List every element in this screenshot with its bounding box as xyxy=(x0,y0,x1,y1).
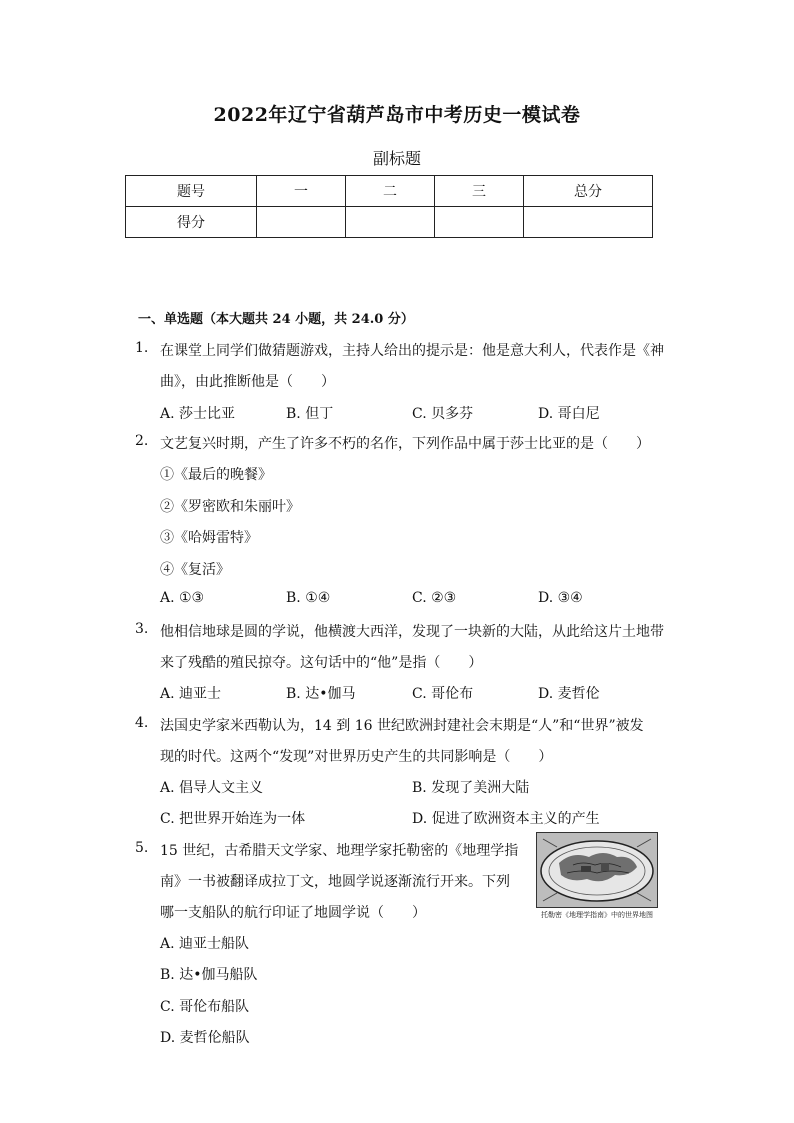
question-text: 在课堂上同学们做猜题游戏，主持人给出的提示是：他是意大利人，代表作是《神 xyxy=(160,343,664,359)
question-text: 文艺复兴时期，产生了许多不朽的名作，下列作品中属于莎士比亚的是（ ） xyxy=(160,436,650,452)
question-item: ②《罗密欧和朱丽叶》 xyxy=(160,499,300,515)
score-cell: 三 xyxy=(435,176,524,207)
option-c: C. 哥伦布 xyxy=(412,686,474,702)
question-item: ④《复活》 xyxy=(160,562,230,578)
question-text: 15 世纪，古希腊天文学家、地理学家托勒密的《地理学指 xyxy=(160,843,519,859)
score-cell xyxy=(257,207,346,238)
score-cell xyxy=(346,207,435,238)
option-a: A. 迪亚士 xyxy=(160,686,222,702)
option-c: C. 把世界开始连为一体 xyxy=(160,811,306,827)
question-text: 现的时代。这两个“发现”对世界历史产生的共同影响是（ ） xyxy=(160,749,553,765)
option-a: A. ①③ xyxy=(160,590,205,606)
world-map-image xyxy=(536,832,658,908)
question-number: 1. xyxy=(135,340,149,356)
option-d: D. 哥白尼 xyxy=(538,406,600,422)
score-cell: 得分 xyxy=(126,207,257,238)
option-a: A. 莎士比亚 xyxy=(160,406,236,422)
score-cell xyxy=(524,207,653,238)
question-text: 来了残酷的殖民掠夺。这句话中的“他”是指（ ） xyxy=(160,655,483,671)
score-table xyxy=(125,175,653,238)
score-table-score-row xyxy=(126,207,653,238)
option-d: D. ③④ xyxy=(538,590,583,606)
question-text: 南》一书被翻译成拉丁文，地圆学说逐渐流行开来。下列 xyxy=(160,874,510,890)
exam-title: 2022年辽宁省葫芦岛市中考历史一模试卷 xyxy=(213,104,581,126)
option-a: A. 迪亚士船队 xyxy=(160,936,250,952)
question-number: 2. xyxy=(135,433,149,449)
score-cell: 总分 xyxy=(524,176,653,207)
score-table-header-row xyxy=(126,176,653,207)
figure-caption: 托勒密《地理学指南》中的世界地图 xyxy=(541,911,653,919)
option-d: D. 麦哲伦 xyxy=(538,686,600,702)
option-b: B. 发现了美洲大陆 xyxy=(412,780,530,796)
option-c: C. 哥伦布船队 xyxy=(160,999,250,1015)
exam-subtitle: 副标题 xyxy=(372,149,421,168)
question-item: ①《最后的晚餐》 xyxy=(160,467,272,483)
question-text: 哪一支船队的航行印证了地圆学说（ ） xyxy=(160,905,426,921)
option-d: D. 麦哲伦船队 xyxy=(160,1030,250,1046)
question-item: ③《哈姆雷特》 xyxy=(160,530,258,546)
score-cell: 题号 xyxy=(126,176,257,207)
option-b: B. 达•伽马 xyxy=(286,686,356,702)
section-title: 一、单选题（本大题共 24 小题，共 24.0 分） xyxy=(138,312,414,327)
option-c: C. 贝多芬 xyxy=(412,406,474,422)
score-cell xyxy=(435,207,524,238)
option-b: B. ①④ xyxy=(286,590,331,606)
score-cell: 一 xyxy=(257,176,346,207)
option-b: B. 达•伽马船队 xyxy=(160,967,258,983)
option-d: D. 促进了欧洲资本主义的产生 xyxy=(412,811,600,827)
question-text: 他相信地球是圆的学说，他横渡大西洋，发现了一块新的大陆，从此给这片土地带 xyxy=(160,624,664,640)
world-map-graphic xyxy=(537,833,657,907)
option-b: B. 但丁 xyxy=(286,406,334,422)
question-number: 3. xyxy=(135,621,149,637)
option-a: A. 倡导人文主义 xyxy=(160,780,264,796)
question-number: 5. xyxy=(135,840,149,856)
option-c: C. ②③ xyxy=(412,590,457,606)
question-text: 曲》，由此推断他是（ ） xyxy=(160,374,335,390)
question-text: 法国史学家米西勒认为，14 到 16 世纪欧洲封建社会末期是“人”和“世界”被发 xyxy=(160,718,644,734)
question-number: 4. xyxy=(135,715,149,731)
score-cell: 二 xyxy=(346,176,435,207)
